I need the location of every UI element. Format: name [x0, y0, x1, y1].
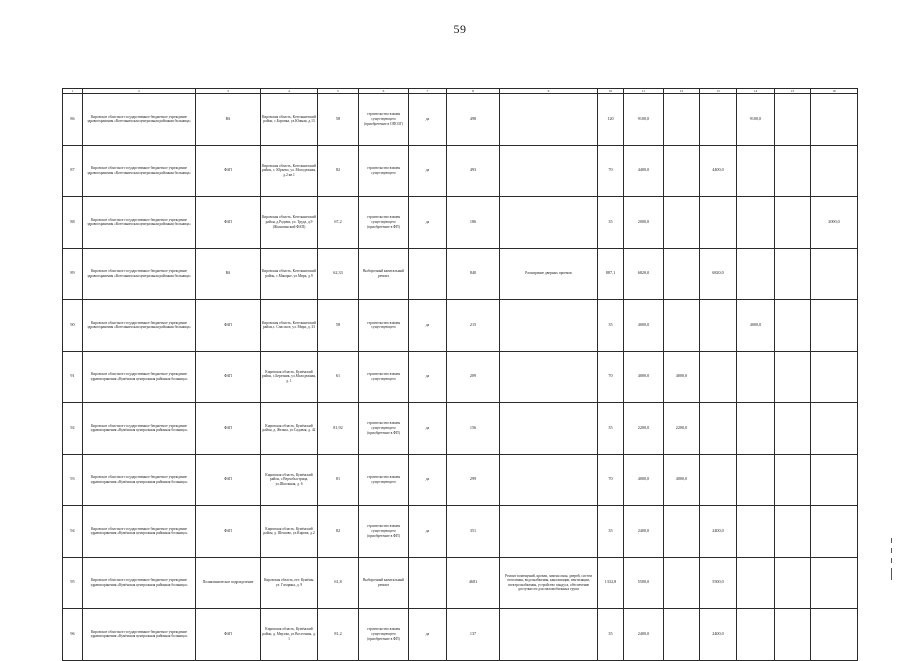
table-row [63, 351, 858, 403]
column-7-cell: да [409, 94, 447, 146]
address-cell: Кировская область, Кумёнский район, д. Желны, ул.Садовая, д. 42 [261, 403, 318, 455]
work-type-cell: строительство взамен существующего (приобретение в ОПОЗГ) [359, 94, 409, 146]
column-13-cell: 2400,0 [700, 506, 737, 558]
column-5-cell: 82 [318, 506, 359, 558]
column-14-cell [737, 454, 775, 506]
table-row [63, 300, 858, 352]
column-16-cell [811, 557, 858, 609]
column-7-cell: да [409, 197, 447, 249]
column-number-6: 6 [359, 89, 409, 94]
column-13-cell [700, 403, 737, 455]
column-number-3: 3 [196, 89, 261, 94]
column-15-cell [775, 248, 811, 300]
work-description-cell [500, 454, 598, 506]
address-cell: Кировская область, Котельничский район, д.Родичи, ул. Труда, д.9 (Жалыгинский ФАП) [261, 197, 318, 249]
organization-cell: Кировское областное государственное бюджетное учреждение здравоохранения «Кумёнская центральная районная больница» [83, 351, 196, 403]
column-7-cell: да [409, 351, 447, 403]
table-row [63, 197, 858, 249]
page-number: 59 [453, 22, 467, 36]
column-10-cell: 35 [598, 609, 624, 661]
column-10-cell: 1332,8 [598, 557, 624, 609]
facility-type-cell: ФАП [196, 454, 261, 506]
column-11-cell: 2000,0 [624, 197, 664, 249]
column-10-cell: 70 [598, 351, 624, 403]
column-15-cell [775, 557, 811, 609]
table-row [63, 403, 858, 455]
facility-type-cell: Поликлиническое подразделение [196, 557, 261, 609]
work-type-cell: строительство взамен существующего (приобретение в ФП) [359, 609, 409, 661]
column-13-cell: 2400,0 [700, 609, 737, 661]
address-cell: Кировская область, Кумёнский район, д. Мерзлы, ул.Восточная, д. 1 [261, 609, 318, 661]
column-8-cell: 493 [447, 145, 500, 197]
column-15-cell [775, 94, 811, 146]
column-10-cell: 887,1 [598, 248, 624, 300]
column-16-cell [811, 506, 858, 558]
objects-table [62, 88, 858, 661]
column-11-cell: 6820,0 [624, 248, 664, 300]
column-7-cell: да [409, 454, 447, 506]
work-type-cell: строительство взамен существующего [359, 454, 409, 506]
facility-type-cell: ФАП [196, 506, 261, 558]
column-11-cell: 9100,0 [624, 94, 664, 146]
column-12-cell: 4000,0 [664, 351, 700, 403]
table-row [63, 454, 858, 506]
scan-edge-marks [889, 538, 895, 588]
column-15-cell [775, 300, 811, 352]
work-description-cell [500, 403, 598, 455]
row-number-cell: 94 [63, 506, 83, 558]
organization-cell: Кировское областное государственное бюджетное учреждение здравоохранения «Кумёнская центральная районная больница» [83, 403, 196, 455]
address-cell: Кировская область, Котельничский район, с. Юрьево, ул. Молодежная, д.2 кв.1 [261, 145, 318, 197]
table-body [63, 94, 858, 661]
work-type-cell: Выборочный капитальный ремонт [359, 248, 409, 300]
column-12-cell [664, 557, 700, 609]
column-8-cell: 156 [447, 403, 500, 455]
column-15-cell [775, 506, 811, 558]
row-number-cell: 90 [63, 300, 83, 352]
row-number-cell: 96 [63, 609, 83, 661]
column-10-cell: 35 [598, 197, 624, 249]
column-14-cell [737, 145, 775, 197]
column-11-cell: 4000,0 [624, 454, 664, 506]
address-cell: Кировская область, Котельничский район, с.Боровка, ул.Южная, д.13 [261, 94, 318, 146]
column-5-cell: 61 [318, 351, 359, 403]
column-15-cell [775, 609, 811, 661]
address-cell: Кировская область, Кумёнский район, с.Верхобыстрица, ул.Школьная, д. 6 [261, 454, 318, 506]
column-11-cell: 4000,0 [624, 300, 664, 352]
column-5-cell: 67,2 [318, 197, 359, 249]
work-type-cell: строительство взамен существующего [359, 351, 409, 403]
column-14-cell [737, 351, 775, 403]
column-10-cell: 35 [598, 506, 624, 558]
organization-cell: Кировское областное государственное бюджетное учреждение здравоохранения «Котельничская центральная районная больница» [83, 94, 196, 146]
column-11-cell: 2200,0 [624, 403, 664, 455]
column-5-cell: 58 [318, 300, 359, 352]
table-row [63, 557, 858, 609]
work-type-cell: строительство взамен существующего [359, 300, 409, 352]
organization-cell: Кировское областное государственное бюджетное учреждение здравоохранения «Кумёнская центральная районная больница» [83, 609, 196, 661]
column-11-cell: 4400,0 [624, 145, 664, 197]
column-14-cell [737, 609, 775, 661]
work-description-cell: Расширение дверных проемов [500, 248, 598, 300]
column-number-2: 2 [83, 89, 196, 94]
column-11-cell: 5500,0 [624, 557, 664, 609]
facility-type-cell: ФАП [196, 351, 261, 403]
work-description-cell [500, 94, 598, 146]
organization-cell: Кировское областное государственное бюджетное учреждение здравоохранения «Котельничская центральная районная больница» [83, 145, 196, 197]
column-10-cell: 35 [598, 300, 624, 352]
column-13-cell [700, 454, 737, 506]
column-16-cell [811, 454, 858, 506]
address-cell: Кировская область, пгт. Кумёны, ул. Гагарина, д. 9 [261, 557, 318, 609]
organization-cell: Кировское областное государственное бюджетное учреждение здравоохранения «Котельничская центральная районная больница» [83, 300, 196, 352]
table-row [63, 145, 858, 197]
organization-cell: Кировское областное государственное бюджетное учреждение здравоохранения «Кумёнская центральная районная больница» [83, 454, 196, 506]
column-8-cell: 498 [447, 94, 500, 146]
column-8-cell: 215 [447, 300, 500, 352]
column-13-cell: 4400,0 [700, 145, 737, 197]
column-number-8: 8 [447, 89, 500, 94]
column-15-cell [775, 351, 811, 403]
table-row [63, 94, 858, 146]
column-number-12: 12 [664, 89, 700, 94]
column-number-16: 16 [811, 89, 858, 94]
work-description-cell [500, 609, 598, 661]
column-number-7: 7 [409, 89, 447, 94]
column-12-cell [664, 197, 700, 249]
work-description-cell [500, 197, 598, 249]
column-number-11: 11 [624, 89, 664, 94]
row-number-cell: 86 [63, 94, 83, 146]
facility-type-cell: ВА [196, 94, 261, 146]
table-row [63, 609, 858, 661]
facility-type-cell: ФАП [196, 197, 261, 249]
column-8-cell: 137 [447, 609, 500, 661]
row-number-cell: 89 [63, 248, 83, 300]
facility-type-cell: ФАП [196, 609, 261, 661]
column-number-1: 1 [63, 89, 83, 94]
column-16-cell [811, 94, 858, 146]
column-15-cell [775, 403, 811, 455]
work-type-cell: строительство взамен существующего (приобретение в ФП) [359, 197, 409, 249]
column-16-cell [811, 248, 858, 300]
table-row [63, 248, 858, 300]
work-description-cell [500, 351, 598, 403]
column-11-cell: 2400,0 [624, 506, 664, 558]
column-14-cell: 4000,0 [737, 300, 775, 352]
organization-cell: Кировское областное государственное бюджетное учреждение здравоохранения «Котельничская центральная районная больница» [83, 248, 196, 300]
column-12-cell [664, 506, 700, 558]
facility-type-cell: ФАП [196, 145, 261, 197]
column-7-cell: да [409, 300, 447, 352]
address-cell: Кировская область, Котельничский район,с. Спасское, ул. Мира, д. 33 [261, 300, 318, 352]
address-cell: Кировская область, Кумёнский район, д. Шешово, ул.Кирова, д.2 [261, 506, 318, 558]
column-14-cell: 9100,0 [737, 94, 775, 146]
address-cell: Кировская область, Котельничский район, с.Макарье, ул.Мира, д.9 [261, 248, 318, 300]
organization-cell: Кировское областное государственное бюджетное учреждение здравоохранения «Котельничская центральная районная больница» [83, 197, 196, 249]
work-type-cell: строительство взамен существующего (приобретение в ФП) [359, 403, 409, 455]
column-5-cell: 58 [318, 94, 359, 146]
column-number-4: 4 [261, 89, 318, 94]
column-14-cell [737, 557, 775, 609]
column-8-cell: 351 [447, 506, 500, 558]
work-description-cell [500, 506, 598, 558]
column-12-cell: 4000,0 [664, 454, 700, 506]
row-number-cell: 93 [63, 454, 83, 506]
column-13-cell [700, 300, 737, 352]
column-16-cell [811, 145, 858, 197]
address-cell: Кировская область, Кумёнский район, с.Березник, ул.Молодежная, д. 1 [261, 351, 318, 403]
column-8-cell: 299 [447, 454, 500, 506]
column-11-cell: 4000,0 [624, 351, 664, 403]
facility-type-cell: ВА [196, 248, 261, 300]
column-13-cell: 6820,0 [700, 248, 737, 300]
column-16-cell [811, 609, 858, 661]
column-number-13: 13 [700, 89, 737, 94]
column-16-cell [811, 300, 858, 352]
column-5-cell: 81,2 [318, 609, 359, 661]
column-12-cell [664, 248, 700, 300]
work-type-cell: строительство взамен существующего [359, 145, 409, 197]
column-14-cell [737, 403, 775, 455]
column-10-cell: 70 [598, 145, 624, 197]
column-15-cell [775, 145, 811, 197]
column-12-cell [664, 94, 700, 146]
work-type-cell: Выборочный капитальный ремонт [359, 557, 409, 609]
column-8-cell: 840 [447, 248, 500, 300]
facility-type-cell: ФАП [196, 403, 261, 455]
table-row [63, 506, 858, 558]
column-7-cell [409, 248, 447, 300]
column-5-cell: 62,33 [318, 248, 359, 300]
column-8-cell: 209 [447, 351, 500, 403]
column-16-cell [811, 403, 858, 455]
column-11-cell: 2400,0 [624, 609, 664, 661]
column-7-cell: да [409, 403, 447, 455]
column-14-cell [737, 197, 775, 249]
column-7-cell [409, 557, 447, 609]
column-number-15: 15 [775, 89, 811, 94]
column-7-cell: да [409, 145, 447, 197]
column-13-cell: 5500,0 [700, 557, 737, 609]
row-number-cell: 91 [63, 351, 83, 403]
column-number-5: 5 [318, 89, 359, 94]
column-14-cell [737, 248, 775, 300]
column-5-cell: 81,92 [318, 403, 359, 455]
column-16-cell [811, 351, 858, 403]
column-12-cell [664, 609, 700, 661]
column-13-cell [700, 351, 737, 403]
column-16-cell: 2000,0 [811, 197, 858, 249]
column-5-cell: 82 [318, 145, 359, 197]
work-description-cell: Ремонт помещений, кровли, замена окон, дверей, систем отопления, водоснабжения, канализации, вентиляции, электроснабжения, устройство пандуса, обеспечение доступности для маломобильных групп [500, 557, 598, 609]
column-14-cell [737, 506, 775, 558]
work-type-cell: строительство взамен существующего (приобретение в ФП) [359, 506, 409, 558]
column-13-cell [700, 94, 737, 146]
organization-cell: Кировское областное государственное бюджетное учреждение здравоохранения «Кумёнская центральная районная больница» [83, 557, 196, 609]
column-7-cell: да [409, 609, 447, 661]
column-10-cell: 70 [598, 454, 624, 506]
column-12-cell [664, 145, 700, 197]
row-number-cell: 87 [63, 145, 83, 197]
column-13-cell [700, 197, 737, 249]
column-12-cell: 2200,0 [664, 403, 700, 455]
column-number-10: 10 [598, 89, 624, 94]
row-number-cell: 92 [63, 403, 83, 455]
column-10-cell: 120 [598, 94, 624, 146]
column-5-cell: 61,8 [318, 557, 359, 609]
work-description-cell [500, 145, 598, 197]
column-7-cell: да [409, 506, 447, 558]
row-number-cell: 88 [63, 197, 83, 249]
facility-type-cell: ФАП [196, 300, 261, 352]
column-15-cell [775, 197, 811, 249]
organization-cell: Кировское областное государственное бюджетное учреждение здравоохранения «Кумёнская центральная районная больница» [83, 506, 196, 558]
column-8-cell: 186 [447, 197, 500, 249]
column-8-cell: 4681 [447, 557, 500, 609]
column-number-9: 9 [500, 89, 598, 94]
column-5-cell: 81 [318, 454, 359, 506]
column-number-14: 14 [737, 89, 775, 94]
row-number-cell: 95 [63, 557, 83, 609]
work-description-cell [500, 300, 598, 352]
column-12-cell [664, 300, 700, 352]
column-10-cell: 35 [598, 403, 624, 455]
column-15-cell [775, 454, 811, 506]
